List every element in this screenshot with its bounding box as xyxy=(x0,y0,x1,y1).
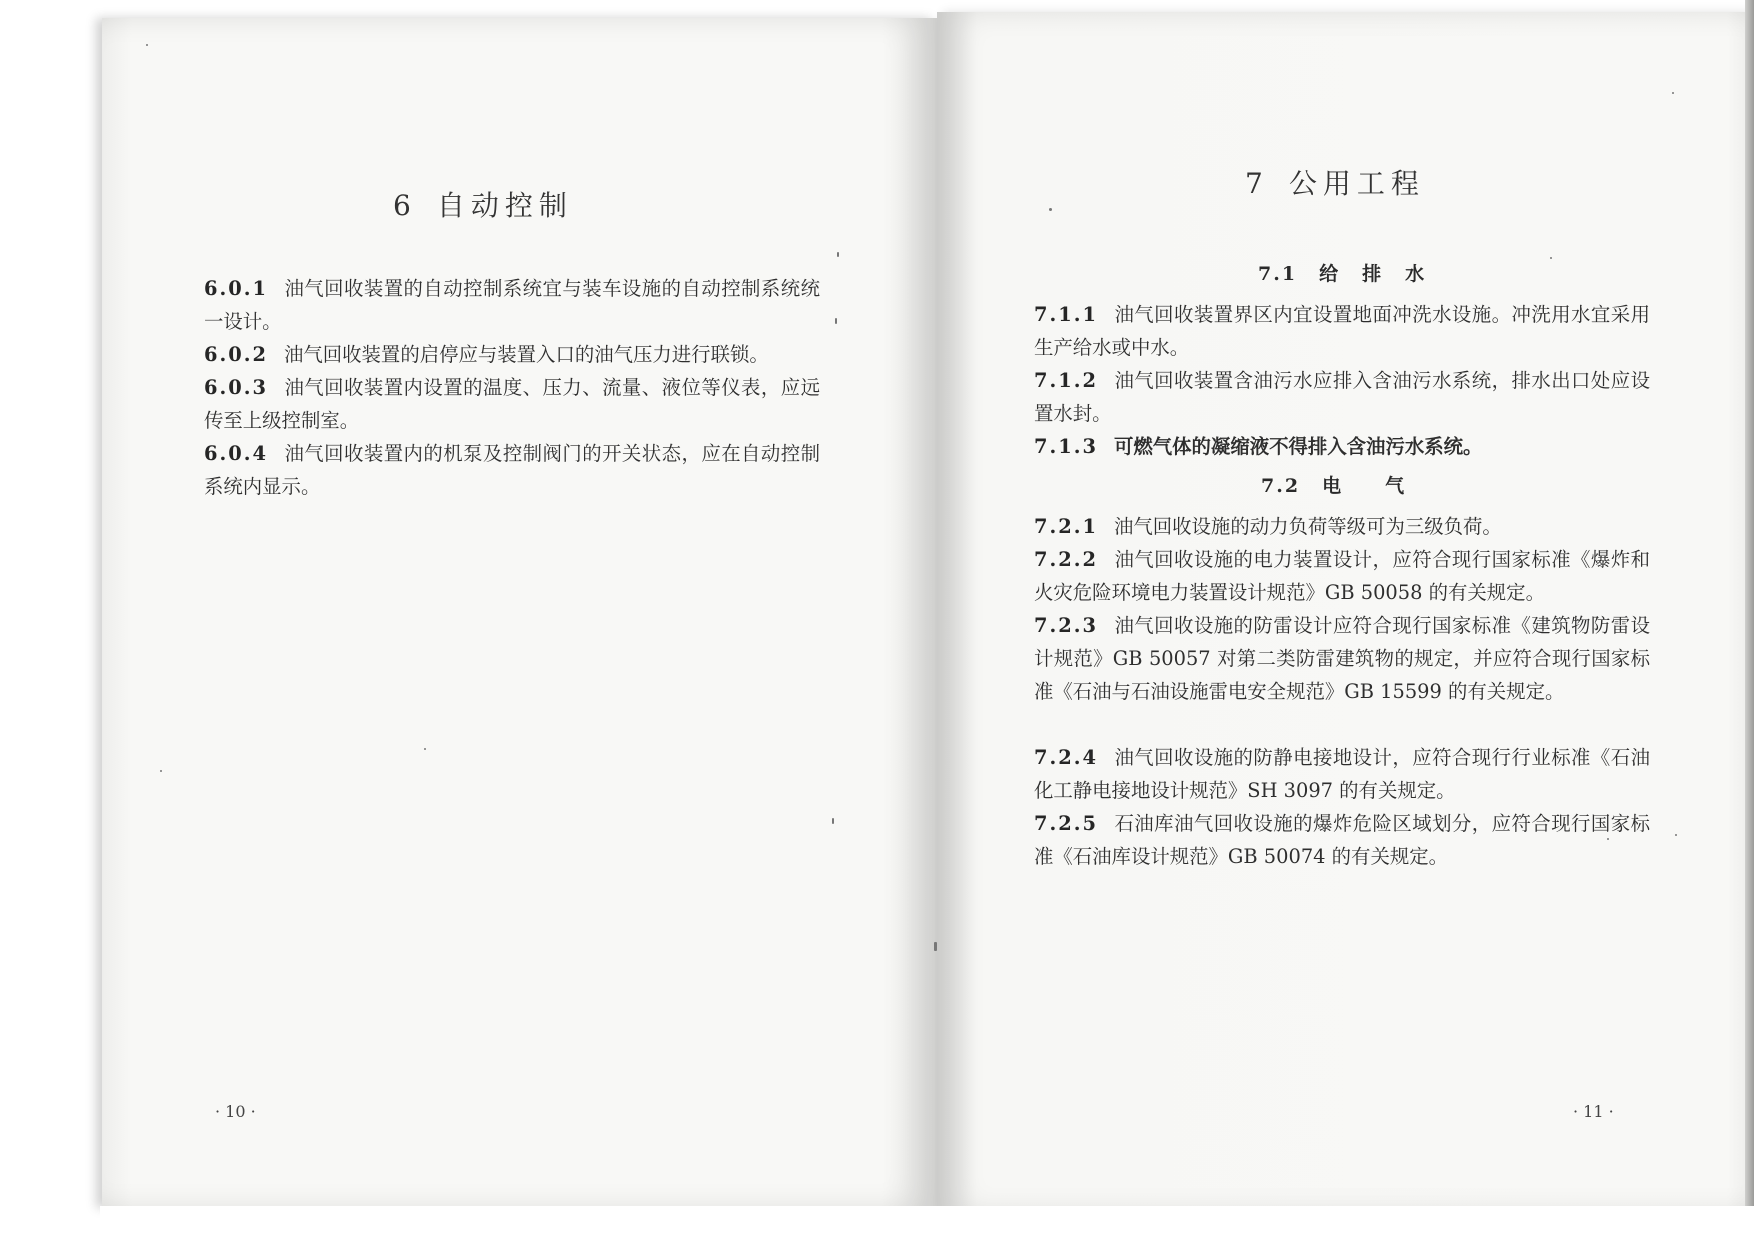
clause-6-0-2 xyxy=(204,338,820,371)
section-name: 给排水 xyxy=(1319,263,1449,285)
chapter-7-title xyxy=(1245,162,1425,202)
clause-text: 油气回收装置界区内宜设置地面冲洗水设施。冲洗用水宜采用生产给水或中水。 xyxy=(1034,303,1650,359)
clause-text: 石油库油气回收设施的爆炸危险区域划分，应符合现行国家标准《石油库设计规范》GB 50074 的有关规定。 xyxy=(1034,812,1650,868)
clause-6-0-3 xyxy=(204,371,820,437)
clause-text: 油气回收装置内的机泵及控制阀门的开关状态，应在自动控制系统内显示。 xyxy=(204,442,820,498)
clause-7-1-3 xyxy=(1034,430,1650,463)
scan-speck xyxy=(837,252,839,257)
scan-speck xyxy=(1607,838,1609,840)
scan-speck xyxy=(934,942,937,951)
scan-speck xyxy=(1672,92,1674,94)
clause-7-2-5 xyxy=(1034,807,1650,873)
scan-speck xyxy=(1049,208,1052,211)
right-page xyxy=(937,12,1749,1212)
clause-7-1-2 xyxy=(1034,364,1650,430)
clause-text: 油气回收设施的防雷设计应符合现行国家标准《建筑物防雷设计规范》GB 50057 对第二类防雷建筑物的规定，并应符合现行国家标准《石油与石油设施雷电安全规范》GB 15599 的有关规定。 xyxy=(1034,614,1650,703)
clause-number: 7.1.1 xyxy=(1034,303,1098,326)
section-number: 7.1 xyxy=(1258,263,1298,285)
clause-number: 7.2.4 xyxy=(1034,746,1098,769)
clause-text: 油气回收装置的自动控制系统宜与装车设施的自动控制系统统一设计。 xyxy=(204,277,820,333)
clause-7-2-4 xyxy=(1034,741,1650,807)
clause-number: 6.0.4 xyxy=(204,442,268,465)
clause-number: 7.2.5 xyxy=(1034,812,1098,835)
clause-text: 油气回收设施的防静电接地设计，应符合现行行业标准《石油化工静电接地设计规范》SH 3097 的有关规定。 xyxy=(1034,746,1650,802)
chapter-6-title xyxy=(393,184,573,224)
chapter-number: 7 xyxy=(1245,167,1269,200)
chapter-name: 公用工程 xyxy=(1288,167,1425,200)
scan-speck xyxy=(424,748,426,750)
clause-6-0-1 xyxy=(204,272,820,338)
clause-number: 7.1.2 xyxy=(1034,369,1098,392)
section-number: 7.2 xyxy=(1261,475,1301,497)
clause-number: 7.1.3 xyxy=(1034,435,1098,458)
clause-7-1-1 xyxy=(1034,298,1650,364)
clause-text: 油气回收设施的动力负荷等级可为三级负荷。 xyxy=(1113,515,1502,538)
page-number: · 10 · xyxy=(215,1102,256,1121)
scan-speck xyxy=(1675,834,1677,836)
clause-number: 6.0.3 xyxy=(204,376,268,399)
section-7-2-title xyxy=(1261,471,1448,498)
clause-text: 油气回收装置含油污水应排入含油污水系统，排水出口处应设置水封。 xyxy=(1034,369,1650,425)
left-page xyxy=(102,18,937,1208)
scan-speck xyxy=(160,770,162,772)
page-number: · 11 · xyxy=(1573,1102,1614,1121)
scan-speck xyxy=(835,318,837,324)
section-name: 电气 xyxy=(1322,475,1449,497)
clause-6-0-4 xyxy=(204,437,820,503)
section-7-1-title xyxy=(1258,259,1448,286)
book-edge xyxy=(1745,0,1754,1240)
scan-speck xyxy=(146,44,148,46)
clause-number: 7.2.2 xyxy=(1034,548,1098,571)
clause-text: 油气回收装置的启停应与装置入口的油气压力进行联锁。 xyxy=(283,343,769,366)
chapter-name: 自动控制 xyxy=(436,189,573,222)
clause-7-2-1 xyxy=(1034,510,1650,543)
clause-7-2-3 xyxy=(1034,609,1650,708)
chapter-number: 6 xyxy=(393,189,417,222)
clause-number: 6.0.1 xyxy=(204,277,268,300)
clause-7-2-2 xyxy=(1034,543,1650,609)
scan-margin xyxy=(100,1206,1754,1240)
clause-text: 油气回收设施的电力装置设计，应符合现行国家标准《爆炸和火灾危险环境电力装置设计规范》GB 50058 的有关规定。 xyxy=(1034,548,1650,604)
scan-speck xyxy=(1550,257,1552,259)
clause-number: 7.2.1 xyxy=(1034,515,1098,538)
clause-number: 6.0.2 xyxy=(204,343,268,366)
clause-text: 油气回收装置内设置的温度、压力、流量、液位等仪表，应远传至上级控制室。 xyxy=(204,376,820,432)
clause-number: 7.2.3 xyxy=(1034,614,1098,637)
clause-text: 可燃气体的凝缩液不得排入含油污水系统。 xyxy=(1113,435,1483,458)
scan-speck xyxy=(832,818,834,824)
